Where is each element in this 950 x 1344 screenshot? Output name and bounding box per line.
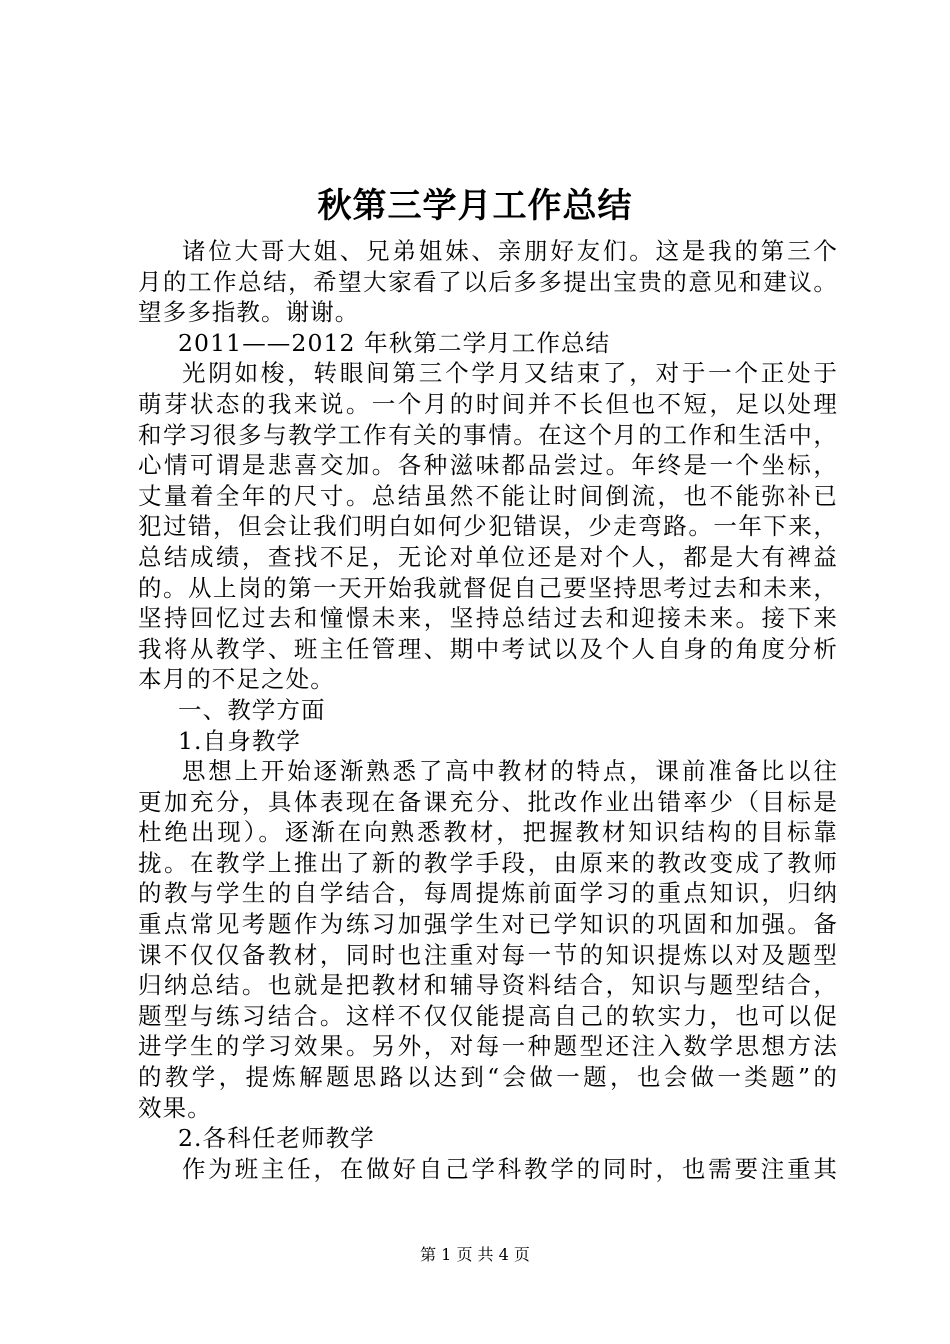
body-line: 望多多指教。谢谢。: [138, 298, 360, 327]
body-line: 诸位大哥大姐、兄弟姐妹、亲朋好友们。这是我的第三个: [182, 237, 838, 265]
subsection-heading: 1.自身教学: [178, 726, 302, 755]
body-line: 我将从教学、班主任管理、期中考试以及个人自身的角度分析: [138, 634, 838, 663]
body-line: 更加充分，具体表现在备课充分、批改作业出错率少（目标是: [138, 787, 838, 816]
subsection-heading: 2.各科任老师教学: [178, 1124, 375, 1153]
body-line: 坚持回忆过去和憧憬未来，坚持总结过去和迎接未来。接下来: [138, 604, 838, 633]
body-line: 杜绝出现）。逐渐在向熟悉教材，把握教材知识结构的目标靠: [138, 818, 838, 847]
body-line: 思想上开始逐渐熟悉了高中教材的特点，课前准备比以往: [182, 757, 838, 786]
body-line: 的。从上岗的第一天开始我就督促自己要坚持思考过去和未来，: [138, 573, 838, 602]
body-line: 归纳总结。也就是把教材和辅导资料结合，知识与题型结合，: [138, 971, 838, 1000]
page-number-footer: 第 1 页 共 4 页: [420, 1245, 530, 1264]
section-heading: 一、教学方面: [178, 695, 326, 724]
body-line: 光阴如梭，转眼间第三个学月又结束了，对于一个正处于: [182, 359, 838, 388]
body-line: 的教与学生的自学结合，每周提炼前面学习的重点知识，归纳: [138, 879, 838, 908]
body-line: 拢。在教学上推出了新的教学手段，由原来的教改变成了教师: [138, 848, 838, 877]
body-line: 总结成绩，查找不足，无论对单位还是对个人，都是大有裨益: [138, 542, 838, 571]
body-line: 萌芽状态的我来说。一个月的时间并不长但也不短，足以处理: [138, 389, 838, 418]
body-line: 作为班主任，在做好自己学科教学的同时，也需要注重其: [182, 1154, 838, 1183]
body-line: 和学习很多与教学工作有关的事情。在这个月的工作和生活中，: [138, 420, 838, 449]
body-line: 月的工作总结，希望大家看了以后多多提出宝贵的意见和建议。: [138, 267, 838, 296]
section-heading: 2011——2012 年秋第二学月工作总结: [178, 328, 611, 357]
body-line: 课不仅仅备教材，同时也注重对每一节的知识提炼以对及题型: [138, 940, 838, 969]
body-line: 效果。: [138, 1093, 212, 1122]
document-title: 秋第三学月工作总结: [317, 186, 633, 226]
body-line: 进学生的学习效果。另外，对每一种题型还注入数学思想方法: [138, 1032, 838, 1061]
body-line: 心情可谓是悲喜交加。各种滋味都品尝过。年终是一个坐标，: [138, 451, 838, 480]
body-line: 的教学，提炼解题思路以达到“会做一题，也会做一类题”的: [138, 1063, 838, 1092]
body-line: 重点常见考题作为练习加强学生对已学知识的巩固和加强。备: [138, 910, 838, 939]
document-body: [138, 236, 838, 1184]
body-line: 丈量着全年的尺寸。总结虽然不能让时间倒流，也不能弥补已: [138, 481, 838, 510]
body-line: 题型与练习结合。这样不仅仅能提高自己的软实力，也可以促: [138, 1001, 838, 1030]
body-line: 犯过错，但会让我们明白如何少犯错误，少走弯路。一年下来，: [138, 512, 838, 541]
body-line: 本月的不足之处。: [138, 665, 335, 694]
